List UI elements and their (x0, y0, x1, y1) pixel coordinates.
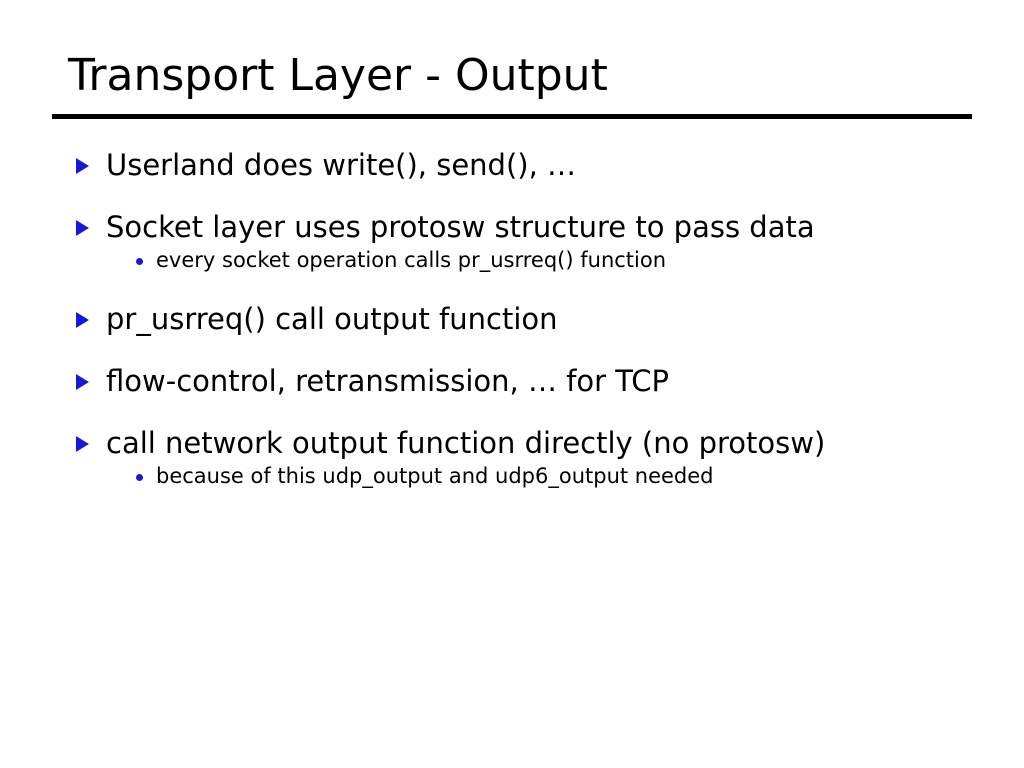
list-item (72, 302, 972, 336)
title-divider (52, 114, 972, 119)
sub-list-item (134, 248, 972, 273)
sub-list-item (134, 464, 972, 489)
sub-list-item-label: because of this udp_output and udp6_output needed (156, 464, 714, 489)
list-item (72, 148, 972, 182)
arrow-bullet-icon (76, 312, 89, 328)
arrow-bullet-icon (76, 220, 89, 236)
arrow-bullet-icon (76, 158, 89, 174)
list-item-label: Userland does write(), send(), … (106, 148, 577, 182)
arrow-bullet-icon (76, 436, 89, 452)
list-item-label: Socket layer uses protosw structure to pass data (106, 210, 815, 245)
sub-list (106, 248, 972, 273)
arrow-bullet-icon (76, 374, 89, 390)
page-title: Transport Layer - Output (68, 50, 608, 101)
list-item-label: flow-control, retransmission, … for TCP (106, 363, 670, 398)
dot-bullet-icon (136, 474, 143, 481)
dot-bullet-icon (136, 258, 143, 265)
sub-list-item-label: every socket operation calls pr_usrreq() function (156, 248, 667, 273)
list-item-label: call network output function directly (no protosw) (106, 426, 826, 461)
sub-list (106, 464, 972, 489)
list-item (72, 364, 972, 398)
list-item (72, 426, 972, 489)
slide-content (72, 148, 972, 489)
list-item-label: pr_usrreq() call output function (106, 301, 558, 336)
list-item (72, 210, 972, 273)
